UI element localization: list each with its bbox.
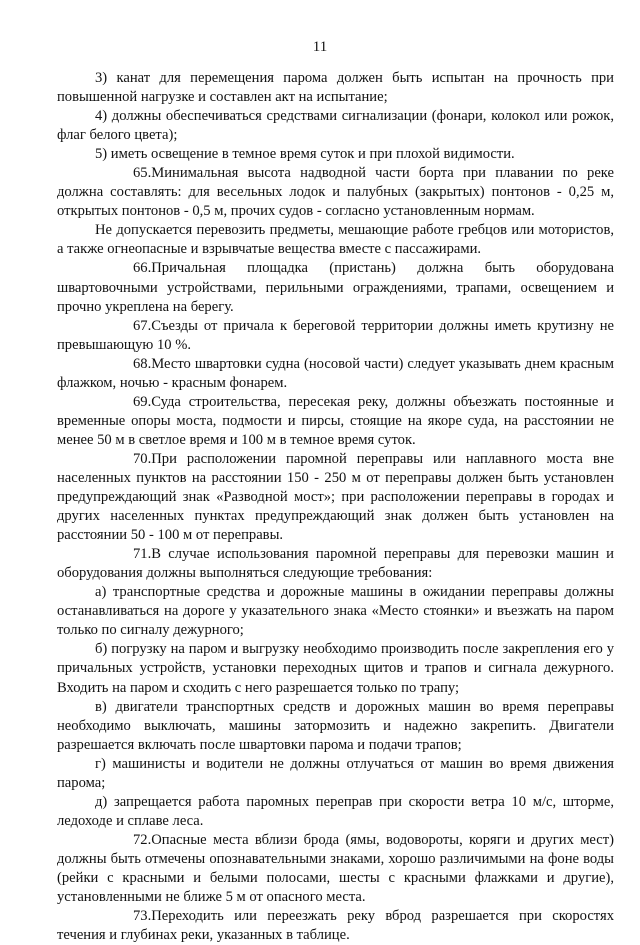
page-number: 11 [312,39,328,55]
paragraph-text: 3) канат для перемещения парома должен быть испытан на прочность при повышенной нагрузке и составлен акт на испытание; [57,70,614,106]
clause-number: 68. [133,355,152,372]
document-body [57,69,614,945]
clause-number: 69. [133,393,152,410]
paragraph [57,69,614,107]
clause-number: 70. [133,450,152,467]
clause-number: 71. [133,546,152,563]
clause-66 [57,259,614,316]
paragraph-text: Опасные места вблизи брода (ямы, водовороты, коряги и других мест) должны быть отмечены опознавательными знаками, хорошо различимыми на фоне воды (рейки с красными и белыми полосами, шесты с красными флажками и другие), установленными не ближе 5 м от опасного места. [57,831,614,906]
clause-70 [57,450,614,545]
clause-number: 73. [133,908,152,925]
clause-67 [57,317,614,355]
clause-number: 66. [133,260,152,277]
paragraph-text: При расположении паромной переправы или наплавного моста вне населенных пунктов на расстоянии 150 - 250 м от переправы должен быть установлен предупреждающий знак «Разводной мост»; при расположении переправы в городах и других населенных пунктах предупреждающий знак должен быть установлен на расстоянии 50 - 100 м от переправы. [57,450,614,544]
paragraph [57,107,614,145]
paragraph [57,221,614,259]
clause-number: 65. [133,165,152,182]
clause-73 [57,907,614,945]
clause-68 [57,355,614,393]
list-item [57,640,614,697]
paragraph-text: Переходить или переезжать реку вброд разрешается при скоростях течения и глубинах реки, указанных в таблице. [57,908,614,944]
paragraph-text: д) запрещается работа паромных переправ при скорости ветра 10 м/с, шторме, ледоходе и сплаве леса. [57,793,614,829]
list-item [57,583,614,640]
paragraph-text: 5) иметь освещение в темное время суток и при плохой видимости. [95,146,515,163]
paragraph-text: а) транспортные средства и дорожные машины в ожидании переправы должны останавливаться на дороге у указательного знака «Место стоянки» и въезжать на паром только по сигналу дежурного; [57,584,614,639]
list-item [57,755,614,793]
clause-65 [57,164,614,221]
clause-number: 72. [133,831,152,848]
list-item [57,698,614,755]
paragraph-text: Причальная площадка (пристань) должна быть оборудована швартовочными устройствами, перильными ограждениями, трапами, освещением и прочно укреплена на берегу. [57,260,614,315]
paragraph-text: в) двигатели транспортных средств и дорожных машин во время переправы необходимо выключать, машины затормозить и надежно закрепить. Двигатели разрешается включать после швартовки парома и подачи трапов; [57,698,614,753]
paragraph-text: Минимальная высота надводной части борта при плавании по реке должна составлять: для весельных лодок и палубных (закрытых) понтонов - 0,25 м, открытых понтонов - 0,5 м, прочих судов - согласно установленным нормам. [57,165,614,220]
paragraph [57,145,614,164]
list-item [57,793,614,831]
paragraph-text: 4) должны обеспечиваться средствами сигнализации (фонари, колокол или рожок, флаг белого цвета); [57,108,614,144]
clause-number: 67. [133,317,152,334]
paragraph-text: Съезды от причала к береговой территории должны иметь крутизну не превышающую 10 %. [57,317,614,353]
paragraph-text: Суда строительства, пересекая реку, должны объезжать постоянные и временные опоры моста, подмости и пирсы, стоящие на якоре суда, на расстоянии не менее 50 м в светлое время и 100 м в темное время суток. [57,393,614,448]
clause-72 [57,831,614,907]
paragraph-text: Место швартовки судна (носовой части) следует указывать днем красным флажком, ночью - красным фонарем. [57,355,614,391]
paragraph-text: б) погрузку на паром и выгрузку необходимо производить после закрепления его у причальных устройств, установки переходных щитов и трапов и сигнала дежурного. Входить на паром и сходить с него разрешается только по трапу; [57,641,614,696]
paragraph-text: г) машинисты и водители не должны отлучаться от машин во время движения парома; [57,755,614,791]
paragraph-text: В случае использования паромной переправы для перевозки машин и оборудования должны выполняться следующие требования: [57,546,614,582]
clause-69 [57,393,614,450]
clause-71 [57,545,614,583]
paragraph-text: Не допускается перевозить предметы, мешающие работе гребцов или мотористов, а также огнеопасные и взрывчатые вещества вместе с пассажирами. [57,222,614,258]
